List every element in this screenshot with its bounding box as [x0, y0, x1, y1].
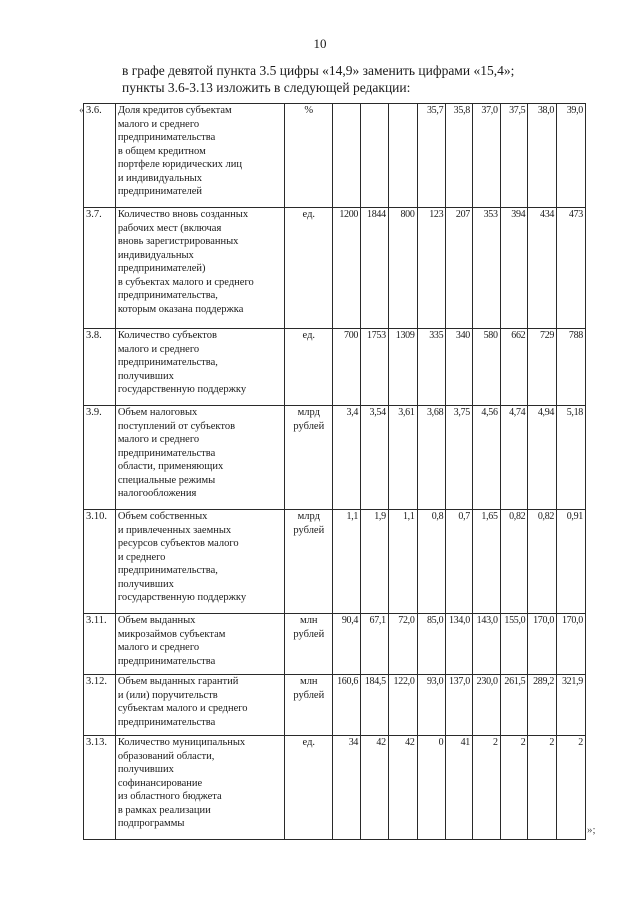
indicator-name: Объем выданных гарантий и (или) поручительств субъектам малого и среднего предпринимательства — [115, 675, 284, 736]
value-cell: 321,9 — [557, 675, 586, 736]
value-cell: 3,54 — [361, 406, 389, 510]
indicator-name: Количество субъектов малого и среднего предпринимательства, получивших государственную поддержку — [115, 329, 284, 406]
indicator-name: Количество муниципальных образований области, получивших софинансирование из областного бюджета в рамках реализации подпрограммы — [115, 736, 284, 840]
indicators-table — [83, 103, 586, 840]
value-cell: 4,56 — [472, 406, 500, 510]
unit-of-measure: % — [285, 104, 333, 208]
value-cell: 230,0 — [472, 675, 500, 736]
value-cell: 0,82 — [500, 510, 528, 614]
value-cell: 4,94 — [528, 406, 557, 510]
value-cell: 434 — [528, 208, 557, 329]
value-cell: 1309 — [388, 329, 417, 406]
value-cell: 662 — [500, 329, 528, 406]
value-cell: 1,1 — [333, 510, 361, 614]
value-cell: 155,0 — [500, 614, 528, 675]
value-cell: 143,0 — [472, 614, 500, 675]
value-cell: 134,0 — [446, 614, 473, 675]
value-cell: 1844 — [361, 208, 389, 329]
value-cell: 170,0 — [528, 614, 557, 675]
value-cell: 3,75 — [446, 406, 473, 510]
value-cell: 34 — [333, 736, 361, 840]
value-cell: 137,0 — [446, 675, 473, 736]
value-cell: 67,1 — [361, 614, 389, 675]
value-cell: 1,1 — [388, 510, 417, 614]
value-cell: 3,68 — [417, 406, 446, 510]
value-cell: 160,6 — [333, 675, 361, 736]
value-cell: 122,0 — [388, 675, 417, 736]
value-cell: 41 — [446, 736, 473, 840]
table-row — [84, 614, 586, 675]
value-cell: 700 — [333, 329, 361, 406]
value-cell: 0,7 — [446, 510, 473, 614]
indicator-name: Объем налоговых поступлений от субъектов малого и среднего предпринимательства области, применяющих специальные режимы налогообложения — [115, 406, 284, 510]
value-cell: 2 — [557, 736, 586, 840]
value-cell: 85,0 — [417, 614, 446, 675]
value-cell: 42 — [388, 736, 417, 840]
row-number: 3.12. — [84, 675, 116, 736]
value-cell — [388, 104, 417, 208]
value-cell: 4,74 — [500, 406, 528, 510]
value-cell: 35,8 — [446, 104, 473, 208]
page-number: 10 — [313, 36, 327, 51]
unit-of-measure: млн рублей — [285, 614, 333, 675]
opening-quote: « — [79, 104, 85, 116]
value-cell: 0,91 — [557, 510, 586, 614]
value-cell: 1753 — [361, 329, 389, 406]
table-row — [84, 104, 586, 208]
value-cell: 5,18 — [557, 406, 586, 510]
table-row — [84, 208, 586, 329]
unit-of-measure: млрд рублей — [285, 406, 333, 510]
table-row — [84, 329, 586, 406]
value-cell: 0,8 — [417, 510, 446, 614]
row-number: 3.8. — [84, 329, 116, 406]
value-cell: 261,5 — [500, 675, 528, 736]
value-cell: 473 — [557, 208, 586, 329]
table-row — [84, 510, 586, 614]
value-cell: 335 — [417, 329, 446, 406]
row-number: 3.11. — [84, 614, 116, 675]
value-cell: 729 — [528, 329, 557, 406]
table-row — [84, 675, 586, 736]
value-cell: 3,61 — [388, 406, 417, 510]
value-cell: 170,0 — [557, 614, 586, 675]
value-cell: 0 — [417, 736, 446, 840]
value-cell: 788 — [557, 329, 586, 406]
indicator-name: Доля кредитов субъектам малого и среднего предпринимательства в общем кредитном портфеле юридических лиц и индивидуальных предпринимателей — [115, 104, 284, 208]
value-cell: 394 — [500, 208, 528, 329]
table-row — [84, 736, 586, 840]
value-cell: 580 — [472, 329, 500, 406]
row-number: 3.13. — [84, 736, 116, 840]
value-cell: 1,65 — [472, 510, 500, 614]
value-cell: 0,82 — [528, 510, 557, 614]
row-number: 3.6. — [84, 104, 116, 208]
value-cell — [361, 104, 389, 208]
row-number: 3.7. — [84, 208, 116, 329]
unit-of-measure: ед. — [285, 208, 333, 329]
value-cell: 800 — [388, 208, 417, 329]
indicator-name: Объем собственных и привлеченных заемных ресурсов субъектов малого и среднего предпринимательства, получивших государственную поддержку — [115, 510, 284, 614]
unit-of-measure: ед. — [285, 329, 333, 406]
table-row — [84, 406, 586, 510]
value-cell: 39,0 — [557, 104, 586, 208]
indicator-name: Объем выданных микрозаймов субъектам малого и среднего предпринимательства — [115, 614, 284, 675]
intro-line-2: пункты 3.6-3.13 изложить в следующей редакции: — [122, 80, 411, 95]
value-cell: 184,5 — [361, 675, 389, 736]
value-cell: 1,9 — [361, 510, 389, 614]
intro-line-1: в графе девятой пункта 3.5 цифры «14,9» заменить цифрами «15,4»; — [122, 63, 515, 78]
row-number: 3.9. — [84, 406, 116, 510]
row-number: 3.10. — [84, 510, 116, 614]
value-cell: 2 — [500, 736, 528, 840]
value-cell: 2 — [472, 736, 500, 840]
unit-of-measure: млрд рублей — [285, 510, 333, 614]
unit-of-measure: ед. — [285, 736, 333, 840]
value-cell: 3,4 — [333, 406, 361, 510]
intro-text — [122, 62, 592, 96]
value-cell: 123 — [417, 208, 446, 329]
value-cell: 340 — [446, 329, 473, 406]
value-cell: 353 — [472, 208, 500, 329]
value-cell: 38,0 — [528, 104, 557, 208]
value-cell: 37,0 — [472, 104, 500, 208]
value-cell: 1200 — [333, 208, 361, 329]
value-cell: 2 — [528, 736, 557, 840]
value-cell: 35,7 — [417, 104, 446, 208]
value-cell: 289,2 — [528, 675, 557, 736]
value-cell: 93,0 — [417, 675, 446, 736]
unit-of-measure: млн рублей — [285, 675, 333, 736]
value-cell: 72,0 — [388, 614, 417, 675]
value-cell: 42 — [361, 736, 389, 840]
value-cell: 207 — [446, 208, 473, 329]
closing-quote: »; — [587, 824, 596, 836]
value-cell — [333, 104, 361, 208]
value-cell: 37,5 — [500, 104, 528, 208]
value-cell: 90,4 — [333, 614, 361, 675]
indicator-name: Количество вновь созданных рабочих мест (включая вновь зарегистрированных индивидуальных предпринимателей) в субъектах малого и среднего предпринимательства, которым оказана поддержка — [115, 208, 284, 329]
